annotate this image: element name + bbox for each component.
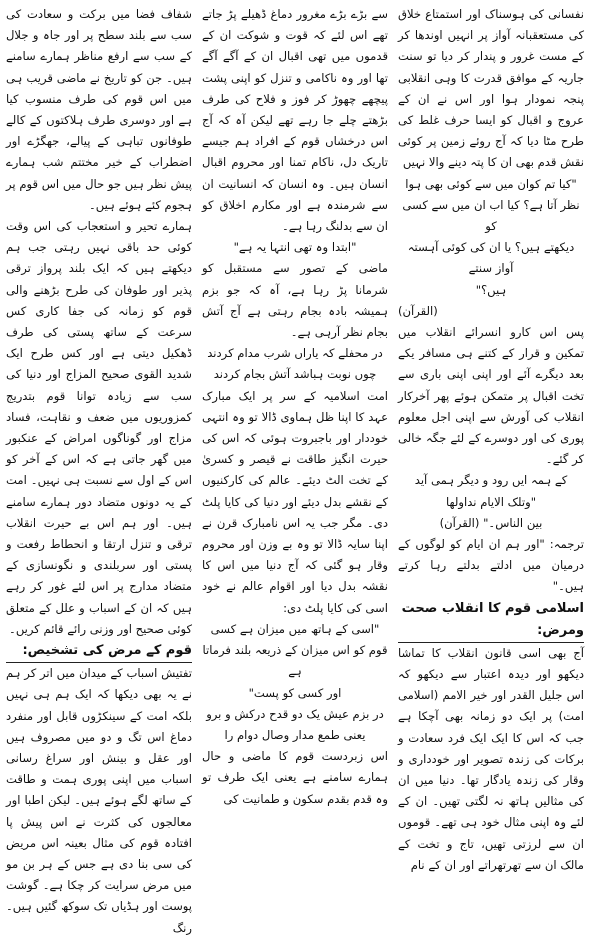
- citation: (القرآن): [398, 303, 438, 318]
- verse-line: ہیں؟": [475, 282, 507, 297]
- paragraph: شفاف فضا میں برکت و سعادت کی سب سے بلند سطح پر اور جاہ و جلال کے سب سے ارفع مناظر ہمارے سامنے ہیں۔ جن کو تاریخ نے ماضی قریب ہی میں اس قوم کی طرف منسوب کیا ہے اور دوسری طرف ہلاکتوں کے کالے طوفانوں تباہی کے پیالے، جھگڑے اور اضطراب کے خیر مختتم شب ہمارے پیش نظر ہیں جو حال میں اس قوم پر ہجوم کئے ہوئے ہیں۔: [6, 7, 192, 212]
- verse-line: "ابتدا وہ تھی انتہا یہ ہے": [233, 240, 357, 255]
- verse-line: در بزم عیش یک دو قدح درکش و برو: [206, 706, 384, 721]
- text-columns: [6, 4, 584, 935]
- paragraph: ماضی کے تصور سے مستقبل کو شرمانا پڑ رہا ہے، آہ کہ جو بزم ہمیشہ بادہ بجام رہتی ہے آج آتش بجام نظر آرہی ہے۔: [202, 261, 388, 340]
- verse-line: "اسی کے ہاتھ میں میزان ہے کسی: [210, 621, 380, 636]
- paragraph: تفتیش اسباب کے میدان میں اتر کر ہم نے یہ بھی دیکھا کہ ایک ہم ہی نہیں بلکہ امت کے سینکڑوں قابل اور منفرد دماغ اس تگ و دو میں مصروف ہیں اور عقل و بینش اور سراغ رسانی اسباب میں اپنی پوری ہمت و طاقت کے ساتھ لگے ہوئے ہیں۔ لیکن اطبا اور معالجوں کی کثرت نے اس پیش پا افتادہ قوم کی مثال بعینہ اس مریض کی سی بنا دی ہے جس کے ہر بن مو میں مرض سرایت کر چکا ہے۔ گوشت پوست اور ہڈیاں تک سوکھ گئیں ہیں۔ رنگ: [6, 666, 192, 935]
- paragraph: ہمارے تحیر و استعجاب کی اس وقت کوئی حد باقی نہیں رہتی جب ہم دیکھتے ہیں کہ ایک بلند پرواز ترقی پذیر اور طوفان کی طرح بڑھنے والی قوم کو زمانہ کی جفا کاری کس سرعت کے ساتھ پستی کی طرف ڈھکیل دیتی ہے اور کس طرح ایک شدید القوی صحیح المزاج اور دنیا کی سب سے زیادہ توانا قوم بتدریج کمزوریوں میں ضعف و نقاہت، فساد مزاج اور گوناگوں امراض کے عنکبور میں گھر جاتی ہے کہ اس کے آخر کو اس کے اول سے نسبت ہی نہیں۔ امت کے یہ دونوں متضاد دور ہمارے سامنے ہیں۔ اور ہم اس بے حیرت انقلاب ترقی و تنزل ارتقا و انحطاط رفعت و پستی اور سربلندی و نگونسازی کے متضاد مدارج پر اس لئے غور کر رہے ہیں کہ ان کے اسباب و علل کے متعلق کوئی صحیح اور وزنی رائے قائم کریں۔: [6, 219, 192, 636]
- paragraph: پس اس کارو انسرائے انقلاب میں تمکین و قرار کے کتنے ہی مسافر یکے بعد دیگرے آئے اور اپنی اپنی باری سے تخت اقبال پر متمکن ہوئے پھر آخرکار انقلاب کی آورش سے اپنی اجل معلوم پوری کی اور دوسرے کے لئے جگہ خالی کر گئے۔: [398, 325, 584, 467]
- verse-line: کے ہمہ ایں رود و دیگر ہمی آید: [414, 473, 568, 488]
- paragraph: سے بڑے بڑے مغرور دماغ ڈھیلے پڑ جاتے تھے اس لئے کہ قوت و شوکت ان کے قدموں میں تھی اقبال ان کے آگے آگے تھا اور وہ ناکامی و تنزل کو اپنی پشت پیچھے چھوڑ کر فوز و فلاح کی طرف بڑھتے چلے جا رہے تھے لیکن آہ کہ آج اس درخشاں قوم کے افراد ہم جیسے تاریک دل، ناکام تمنا اور محروم اقبال انسان ہیں۔ وہ انسان کہ انسانیت ان سے شرمندہ ہے اور مکارم اخلاق کو ان سے بدلنگ رہا ہے۔: [202, 7, 388, 234]
- paragraph: اس زبردست قوم کا ماضی و حال ہمارے سامنے ہے یعنی ایک طرف تو وہ قدم بقدم سکون و طمانیت کی: [202, 749, 388, 806]
- verse-line: چوں نوبت ہباشد آتش بجام کردند: [213, 367, 377, 382]
- translation: ترجمہ: "اور ہم ان ایام کو لوگوں کے درمیان میں ادلتے بدلتے رہا کرتے ہیں۔": [398, 537, 584, 594]
- verse-line: اور کسی کو پست": [248, 685, 342, 700]
- column-middle: [202, 4, 388, 806]
- verse-line: "وتلک الایام نداولھا: [445, 494, 537, 509]
- section-heading: قوم کے مرض کی تشخیص:: [6, 640, 192, 663]
- verse-line: نظر آتا ہے؟ کیا اب ان میں سے کسی کو: [402, 197, 580, 234]
- verse-line: در محفلے کہ یاراں شرب مدام کردند: [207, 346, 383, 361]
- verse-line: دیکھتے ہیں؟ یا ان کی کوئی آہستہ آواز سنتے: [407, 240, 575, 276]
- column-left: [6, 4, 192, 935]
- verse-line: قوم کو اس میزان کے ذریعہ بلند فرماتا ہے: [202, 643, 388, 679]
- verse-line: "کیا تم کوان میں سے کوئی بھی ہوا: [405, 176, 577, 191]
- paragraph: آج بھی اسی قانون انقلاب کا تماشا دیکھو اور دیدہ اعتبار سے دیکھو کہ اس جلیل القدر اور خیر الامم (اسلامی امت) پر ایک دو زمانہ بھی آچکا ہے جب کہ اس کا ایک ایک فرد سعادت و برکات کی زندہ تصویر اور خودداری و وقار کی زندہ یادگار تھا۔ دنیا میں ان کی مثالیں ہاتھ نہ لگتی تھیں۔ ان کے لئے وہ اپنی مثال خود ہی تھے۔ قوموں ان سے لرزتی تھیں، تاج و تخت کے مالک ان سے تھرتھراتے اور ان کے نام: [398, 645, 584, 872]
- column-right: [398, 4, 584, 872]
- paragraph: امت اسلامیہ کے سر پر ایک مبارک عہد کا اپنا ظل ہماوی ڈالا تو وہ انتہی خوددار اور باجبروت ہوئی کہ اس کی حیرت انگیز طاقت نے قیصر و کسریٰ کے تخت الٹ دیئے۔ عالم کی کارکنیوں کے نقشے بدل دیئے اور دنیا کی کایا پلٹ دی۔ مگر جب یہ اس نامبارک قرن نے اپنا سایہ ڈالا تو وہ بے وزن اور محروم وقار ہو گئی کہ آج دنیا میں اس کا نقشہ بدل دیا اور اقوام عالم نے خود اسی کی کایا پلٹ دی:: [202, 388, 388, 615]
- verse-line: یعنی طمع مدار وصال دوام را: [224, 727, 366, 742]
- verse-line: بین الناس۔" (القرآن): [439, 515, 543, 530]
- section-heading: اسلامی قوم کا انقلاب صحت ومرض:: [398, 598, 584, 643]
- paragraph: نفسانی کی ہوسناک اور استمتاع خلاق کی مستعقبانہ آواز پر انہیں اوندھا کر کے مست غرور و پندار کر دیا تو سنت جاریہ کے موافق قدرت کا وہی انقلابی پنجہ نمودار ہوا اور اس نے ان کے عروج و اقبال کو ایسا حرف غلط کی طرح مٹا دیا کہ آج روئے زمین پر کوئی نقش قدم بھی ان کا پتہ دینے والا نہیں: [398, 7, 584, 170]
